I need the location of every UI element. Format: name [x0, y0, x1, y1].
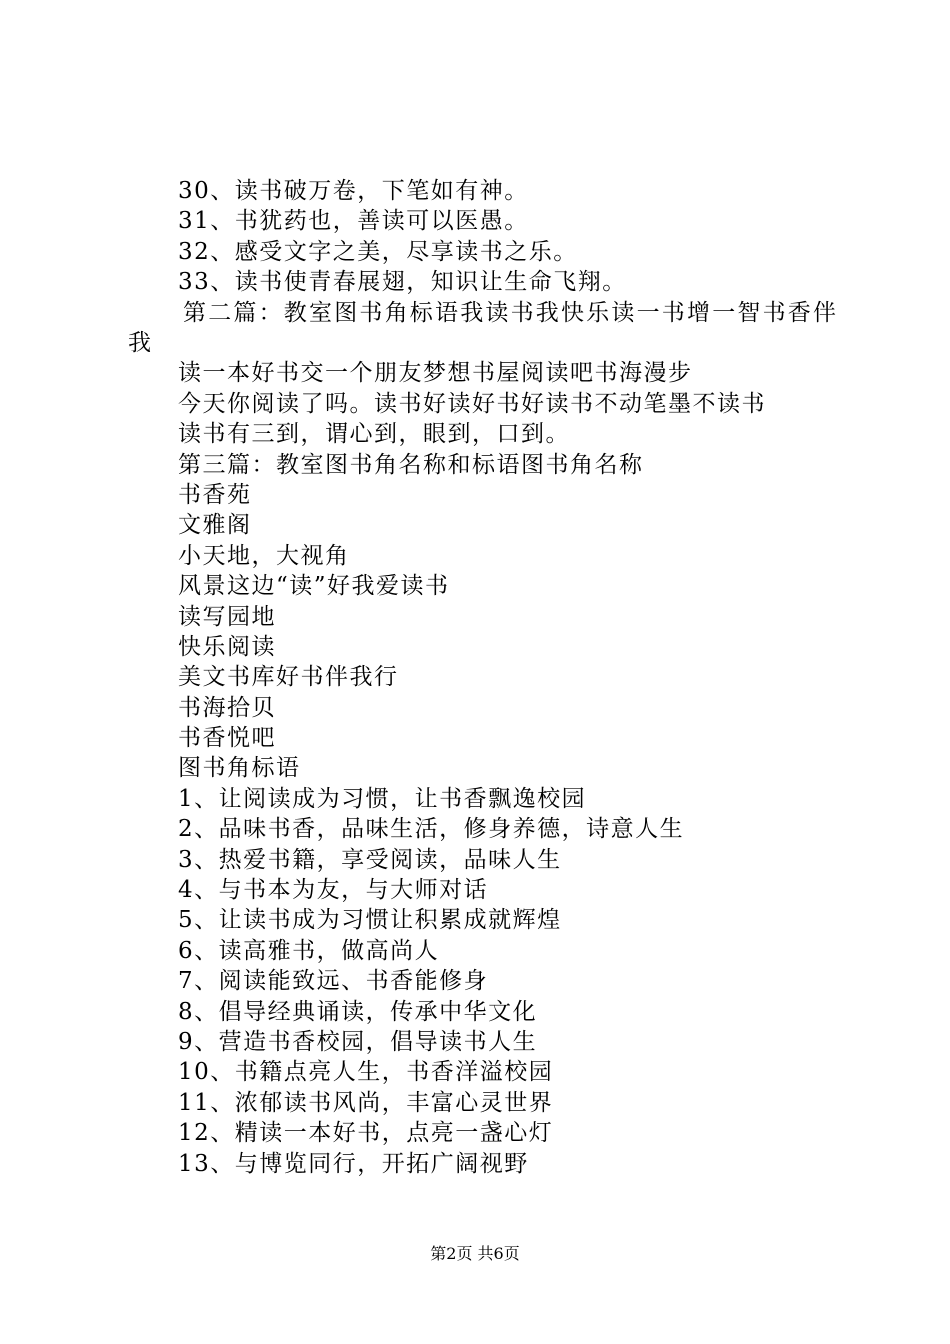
list-item: 9、营造书香校园，倡导读书人生	[178, 1028, 538, 1055]
list-item: 10、书籍点亮人生，书香洋溢校园	[178, 1059, 554, 1086]
list-item: 文雅阁	[178, 512, 252, 539]
list-item: 书海拾贝	[178, 694, 276, 721]
text-line: 读书有三到，谓心到，眼到，口到。	[178, 421, 570, 448]
list-item: 12、精读一本好书，点亮一盏心灯	[178, 1120, 554, 1147]
list-item: 小天地，大视角	[178, 542, 350, 569]
text-line: 32、感受文字之美，尽享读书之乐。	[178, 238, 578, 265]
list-item: 读写园地	[178, 603, 276, 630]
text-line: 33、读书使青春展翅，知识让生命飞翔。	[178, 269, 627, 296]
document-body	[128, 176, 840, 1179]
list-item: 风景这边“读”好我爱读书	[178, 573, 450, 600]
list-item: 书香苑	[178, 481, 252, 508]
list-item: 5、让读书成为习惯让积累成就辉煌	[178, 907, 562, 934]
page-footer: 第2页 共6页	[430, 1244, 520, 1263]
text-line: 读一本好书交一个朋友梦想书屋阅读吧书海漫步	[178, 360, 693, 387]
section-heading: 第二篇：教室图书角标语我读书我快乐读一书增一智书香伴我	[128, 299, 839, 356]
subheading: 图书角标语	[178, 755, 301, 782]
list-item: 3、热爱书籍，享受阅读，品味人生	[178, 846, 562, 873]
list-item: 7、阅读能致远、书香能修身	[178, 968, 489, 995]
list-item: 快乐阅读	[178, 633, 276, 660]
list-item: 8、倡导经典诵读，传承中华文化	[178, 998, 538, 1025]
list-item: 11、浓郁读书风尚，丰富心灵世界	[178, 1089, 554, 1116]
list-item: 书香悦吧	[178, 725, 276, 752]
text-line: 今天你阅读了吗。读书好读好书好读书不动笔墨不读书	[178, 390, 766, 417]
section-heading: 第三篇：教室图书角名称和标语图书角名称	[178, 451, 644, 478]
list-item: 6、读高雅书，做高尚人	[178, 937, 440, 964]
list-item: 1、让阅读成为习惯，让书香飘逸校园	[178, 785, 587, 812]
text-line: 30、读书破万卷，下笔如有神。	[178, 178, 529, 204]
list-item: 美文书库好书伴我行	[178, 664, 399, 691]
list-item: 13、与博览同行，开拓广阔视野	[178, 1150, 529, 1177]
list-item: 2、品味书香，品味生活，修身养德，诗意人生	[178, 816, 685, 843]
list-item: 4、与书本为友，与大师对话	[178, 877, 489, 904]
text-line: 31、书犹药也，善读可以医愚。	[178, 208, 529, 235]
